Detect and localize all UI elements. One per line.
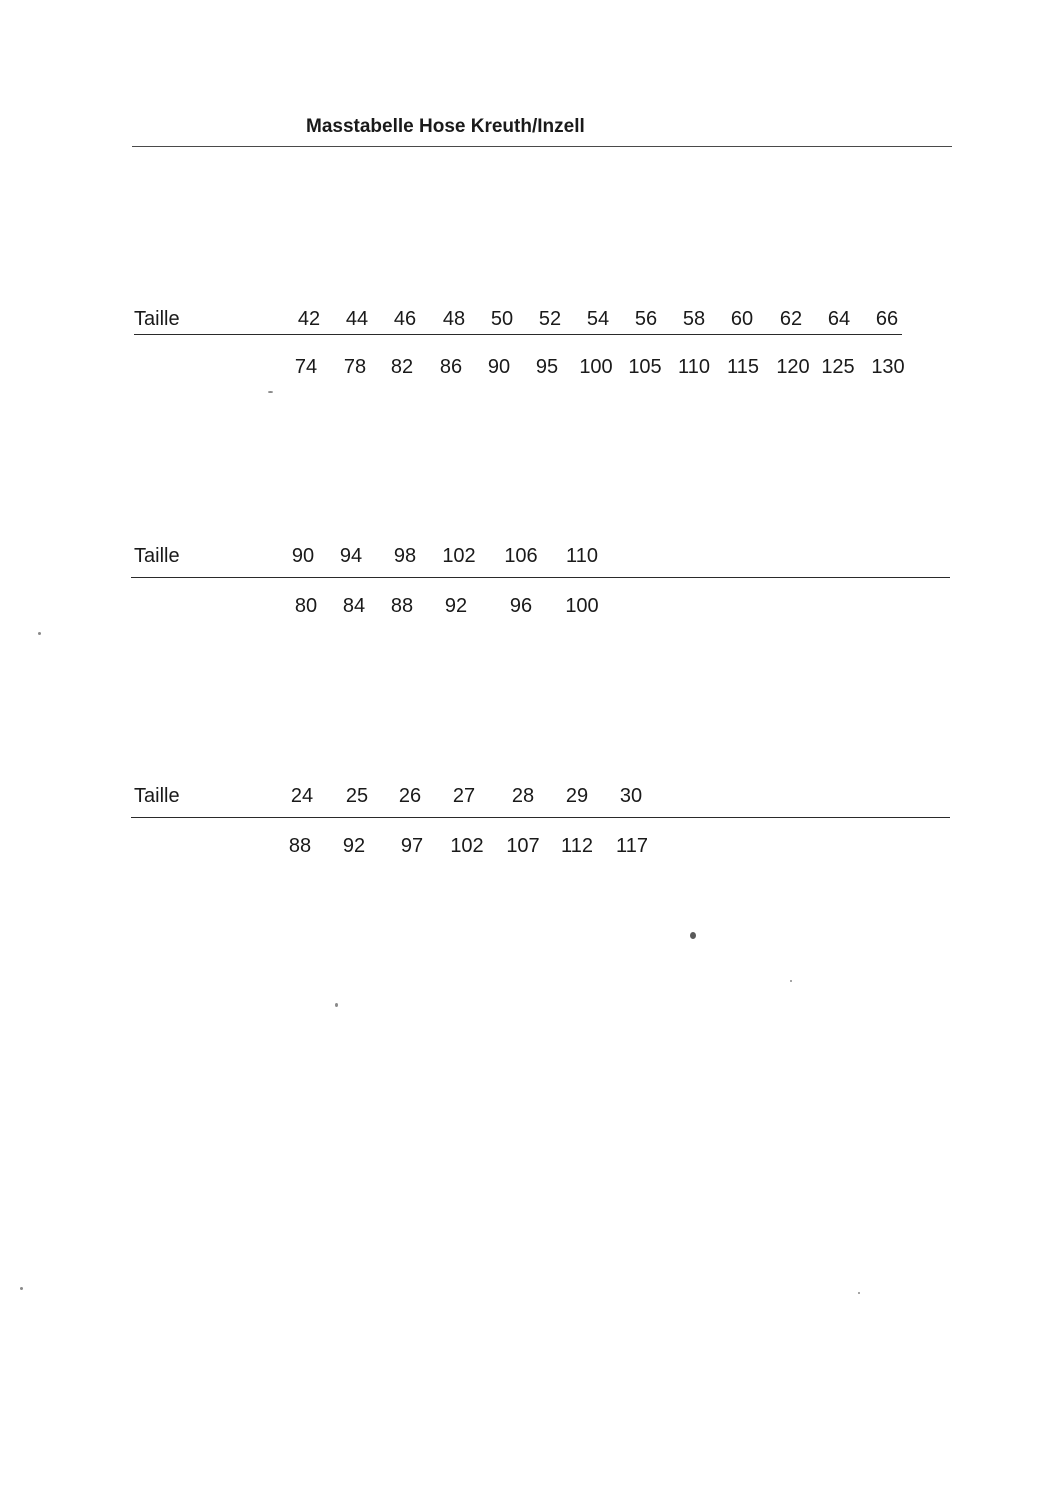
- size-cell: 110: [566, 545, 598, 567]
- value-cell: 95: [535, 356, 559, 378]
- value-cell: 96: [509, 595, 533, 617]
- size-cell: 44: [345, 308, 369, 330]
- size-cell: 24: [290, 785, 314, 807]
- value-cell: 105: [628, 356, 662, 378]
- size-cell: 29: [565, 785, 589, 807]
- size-cell: 94: [339, 545, 363, 567]
- scan-speck: [268, 391, 273, 393]
- size-cell: 26: [398, 785, 422, 807]
- size-cell: 50: [490, 308, 514, 330]
- value-cell: 88: [288, 835, 312, 857]
- size-cell: 28: [511, 785, 535, 807]
- size-cell: 98: [393, 545, 417, 567]
- value-cell: 115: [727, 356, 759, 378]
- value-cell: 88: [390, 595, 414, 617]
- size-cell: 66: [875, 308, 899, 330]
- value-cell: 120: [776, 356, 810, 378]
- page-title: Masstabelle Hose Kreuth/Inzell: [306, 116, 585, 137]
- size-cell: 54: [586, 308, 610, 330]
- value-cell: 107: [506, 835, 540, 857]
- title-divider: [132, 146, 952, 147]
- value-cell: 78: [343, 356, 367, 378]
- size-cell: 102: [442, 545, 476, 567]
- table-divider: [131, 817, 950, 818]
- scan-speck: [38, 632, 41, 635]
- size-cell: 62: [779, 308, 803, 330]
- value-cell: 82: [390, 356, 414, 378]
- size-cell: 46: [393, 308, 417, 330]
- table-divider: [134, 334, 902, 335]
- value-cell: 92: [444, 595, 468, 617]
- scan-speck: [20, 1287, 23, 1290]
- value-cell: 84: [342, 595, 366, 617]
- size-cell: 106: [504, 545, 538, 567]
- row-label: Taille: [134, 785, 180, 807]
- value-cell: 102: [450, 835, 484, 857]
- value-cell: 92: [342, 835, 366, 857]
- value-cell: 100: [579, 356, 613, 378]
- value-cell: 130: [871, 356, 905, 378]
- value-cell: 90: [487, 356, 511, 378]
- row-label: Taille: [134, 545, 180, 567]
- size-cell: 60: [730, 308, 754, 330]
- size-cell: 90: [291, 545, 315, 567]
- row-label: Taille: [134, 308, 180, 330]
- size-cell: 27: [452, 785, 476, 807]
- value-cell: 74: [294, 356, 318, 378]
- value-cell: 112: [561, 835, 593, 857]
- size-cell: 48: [442, 308, 466, 330]
- size-cell: 30: [619, 785, 643, 807]
- scan-speck: [790, 980, 792, 982]
- table-divider: [131, 577, 950, 578]
- size-cell: 58: [682, 308, 706, 330]
- value-cell: 80: [294, 595, 318, 617]
- value-cell: 125: [821, 356, 855, 378]
- value-cell: 100: [565, 595, 599, 617]
- scan-speck: [858, 1292, 860, 1294]
- size-cell: 42: [297, 308, 321, 330]
- size-cell: 52: [538, 308, 562, 330]
- size-cell: 25: [345, 785, 369, 807]
- value-cell: 86: [439, 356, 463, 378]
- scan-speck: [690, 932, 696, 939]
- scan-speck: [335, 1003, 338, 1007]
- size-cell: 64: [827, 308, 851, 330]
- value-cell: 97: [400, 835, 424, 857]
- value-cell: 110: [678, 356, 710, 378]
- size-cell: 56: [634, 308, 658, 330]
- value-cell: 117: [616, 835, 648, 857]
